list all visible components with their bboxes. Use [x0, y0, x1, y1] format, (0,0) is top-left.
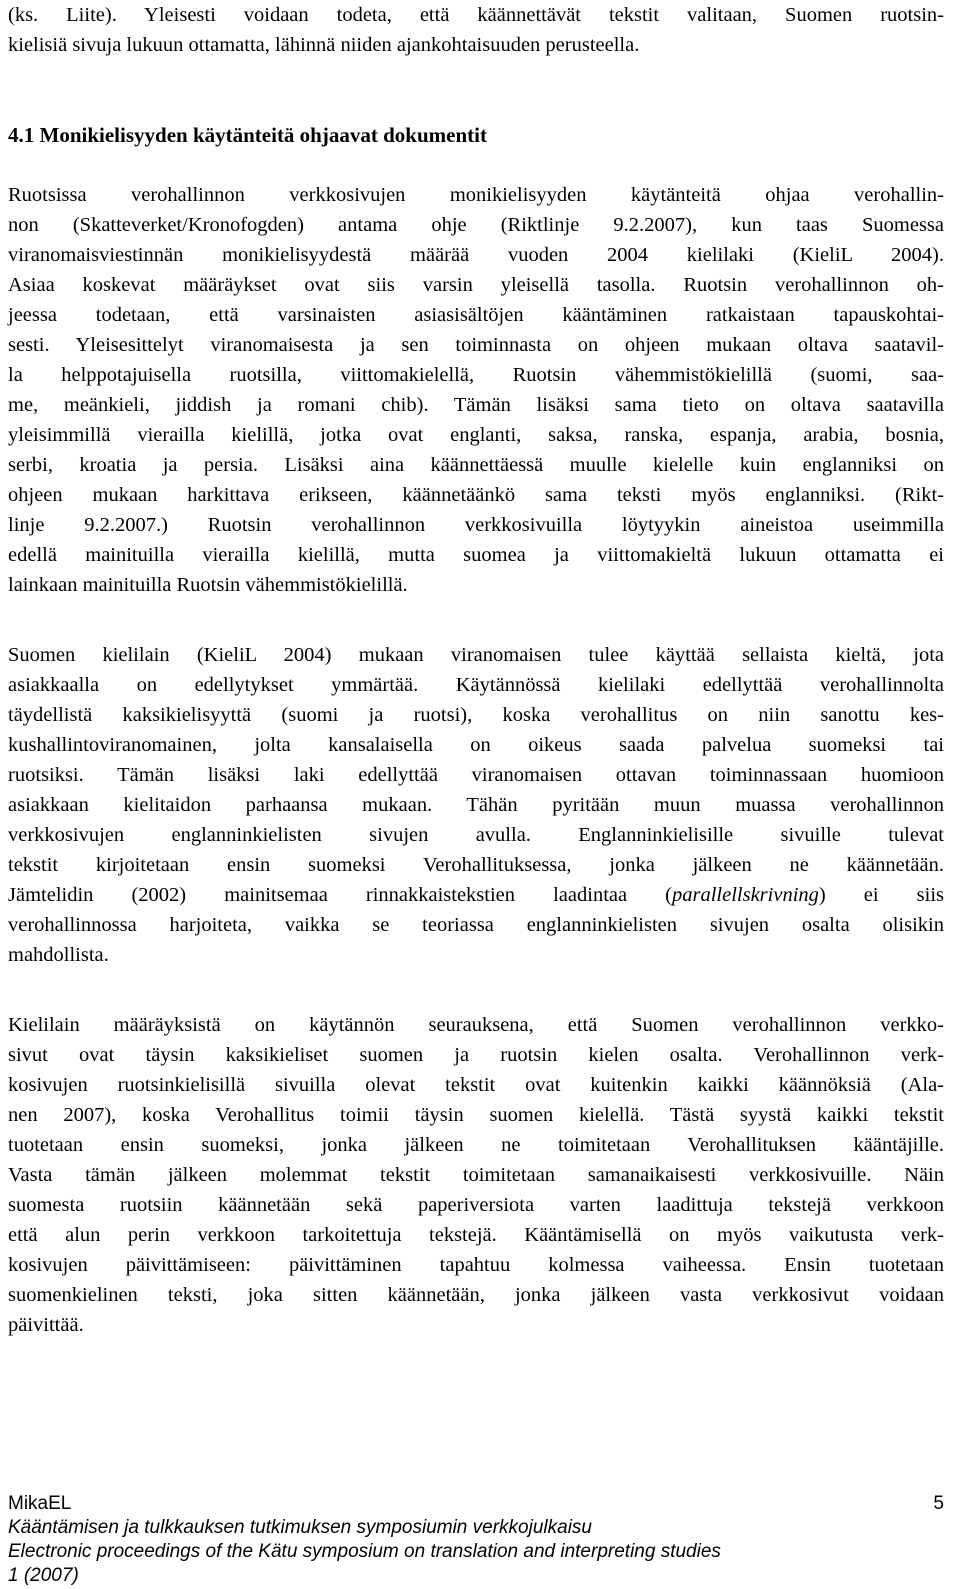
paragraph-line: viranomaisviestinnän monikielisyydestä määrää vuoden 2004 kielilaki (KieliL 2004). — [8, 244, 944, 266]
paragraph-line: Kielilain määräyksistä on käytännön seurauksena, että Suomen verohallinnon verkko- — [8, 1014, 944, 1036]
paragraph-line: Ruotsissa verohallinnon verkkosivujen monikielisyyden käytänteitä ohjaa verohallin- — [8, 184, 944, 206]
paragraph-line: jeessa todetaan, että varsinaisten asiasisältöjen kääntäminen ratkaistaan tapauskohtai- — [8, 304, 944, 326]
paragraph-line: täydellistä kaksikielisyyttä (suomi ja ruotsi), koska verohallitus on niin sanottu kes- — [8, 704, 944, 726]
paragraph-line: sesti. Yleisesittelyt viranomaisesta ja sen toiminnasta on ohjeen mukaan oltava saatavil- — [8, 334, 944, 356]
paragraph-line: suomesta ruotsiin käännetään sekä paperiversiota varten laadittuja tekstejä verkkoon — [8, 1194, 944, 1216]
paragraph-line: lainkaan mainituilla Ruotsin vähemmistökielillä. — [8, 574, 408, 596]
paragraph-line: linje 9.2.2007.) Ruotsin verohallinnon verkkosivuilla löytyykin aineistoa useimmilla — [8, 514, 944, 536]
intro-line: kielisiä sivuja lukuun ottamatta, lähinnä niiden ajankohtaisuuden perusteella. — [8, 34, 640, 56]
paragraph-line: asiakkaalla on edellytykset ymmärtää. Käytännössä kielilaki edellyttää verohallinnolta — [8, 674, 944, 696]
paragraph-line: Vasta tämän jälkeen molemmat tekstit toimitetaan samanaikaisesti verkkosivuille. Näin — [8, 1164, 944, 1186]
paragraph-line: kosivujen ruotsinkielisillä sivuilla olevat tekstit ovat kuitenkin kaikki käännöksiä (Ala- — [8, 1074, 944, 1096]
paragraph-line: verohallinnossa harjoiteta, vaikka se teoriassa englanninkielisten sivujen osalta olisikin — [8, 914, 944, 936]
paragraph-line: kosivujen päivittämiseen: päivittäminen tapahtuu kolmessa vaiheessa. Ensin tuotetaan — [8, 1254, 944, 1276]
paragraph-line: nen 2007), koska Verohallitus toimii täysin suomen kielellä. Tästä syystä kaikki tekstit — [8, 1104, 944, 1126]
paragraph-line: ohjeen mukaan harkittava erikseen, käännetäänkö sama teksti myös englanniksi. (Rikt- — [8, 484, 944, 506]
page-number: 5 — [933, 1493, 944, 1514]
paragraph-line: tekstit kirjoitetaan ensin suomeksi Verohallituksessa, jonka jälkeen ne käännetään. — [8, 854, 944, 876]
italic-term: parallellskrivning — [671, 884, 819, 906]
footer-title-en: Electronic proceedings of the Kätu symposium on translation and interpreting studies — [8, 1541, 721, 1562]
paragraph-line: yleisimmillä vierailla kielillä, jotka ovat englanti, saksa, ranska, espanja, arabia, bosnia, — [8, 424, 944, 446]
paragraph-line: päivittää. — [8, 1314, 84, 1336]
paragraph-line: sivut ovat täysin kaksikieliset suomen ja ruotsin kielen osalta. Verohallinnon verk- — [8, 1044, 944, 1066]
footer-journal: MikaEL — [8, 1493, 72, 1514]
paragraph-line: ruotsiksi. Tämän lisäksi laki edellyttää viranomaisen ottavan toiminnassaan huomioon — [8, 764, 944, 786]
paragraph-line: suomenkielinen teksti, joka sitten käännetään, jonka jälkeen vasta verkkosivut voidaan — [8, 1284, 944, 1306]
paragraph-line: non (Skatteverket/Kronofogden) antama ohje (Riktlinje 9.2.2007), kun taas Suomessa — [8, 214, 944, 236]
text-run: Jämtelidin (2002) mainitsemaa rinnakkaistekstien laadintaa ( — [8, 884, 672, 906]
paragraph-line-mixed — [8, 880, 944, 910]
footer-issue: 1 (2007) — [8, 1565, 79, 1586]
text-run: ) ei siis — [818, 884, 945, 906]
intro-line: (ks. Liite). Yleisesti voidaan todeta, että käännettävät tekstit valitaan, Suomen ruotsin- — [8, 4, 944, 26]
paragraph-line: edellä mainituilla vierailla kielillä, mutta suomea ja viittomakieltä lukuun ottamatta ei — [8, 544, 944, 566]
paragraph-line: Asiaa koskevat määräykset ovat siis varsin yleisellä tasolla. Ruotsin verohallinnon oh- — [8, 274, 944, 296]
paragraph-line: mahdollista. — [8, 944, 109, 966]
paragraph-line: asiakkaan kielitaidon parhaansa mukaan. Tähän pyritään muun muassa verohallinnon — [8, 794, 944, 816]
footer-title-fi: Kääntämisen ja tulkkauksen tutkimuksen symposiumin verkkojulkaisu — [8, 1517, 592, 1538]
paragraph-line: serbi, kroatia ja persia. Lisäksi aina käännettäessä muulle kielelle kuin englanniksi on — [8, 454, 944, 476]
section-heading: 4.1 Monikielisyyden käytänteitä ohjaavat dokumentit — [8, 123, 487, 147]
paragraph-line: että alun perin verkkoon tarkoitettuja tekstejä. Kääntämisellä on myös vaikutusta verk- — [8, 1224, 944, 1246]
paragraph-line: verkkosivujen englanninkielisten sivujen avulla. Englanninkielisille sivuille tulevat — [8, 824, 944, 846]
paragraph-line: tuotetaan ensin suomeksi, jonka jälkeen ne toimitetaan Verohallituksen kääntäjille. — [8, 1134, 944, 1156]
paragraph-line: me, meänkieli, jiddish ja romani chib). Tämän lisäksi sama tieto on oltava saatavilla — [8, 394, 944, 416]
paragraph-line: Suomen kielilain (KieliL 2004) mukaan viranomaisen tulee käyttää sellaista kieltä, jota — [8, 644, 944, 666]
paragraph-line: la helppotajuisella ruotsilla, viittomakielellä, Ruotsin vähemmistökielillä (suomi, saa- — [8, 364, 944, 386]
paragraph-line: kushallintoviranomainen, jolta kansalaisella on oikeus saada palvelua suomeksi tai — [8, 734, 944, 756]
